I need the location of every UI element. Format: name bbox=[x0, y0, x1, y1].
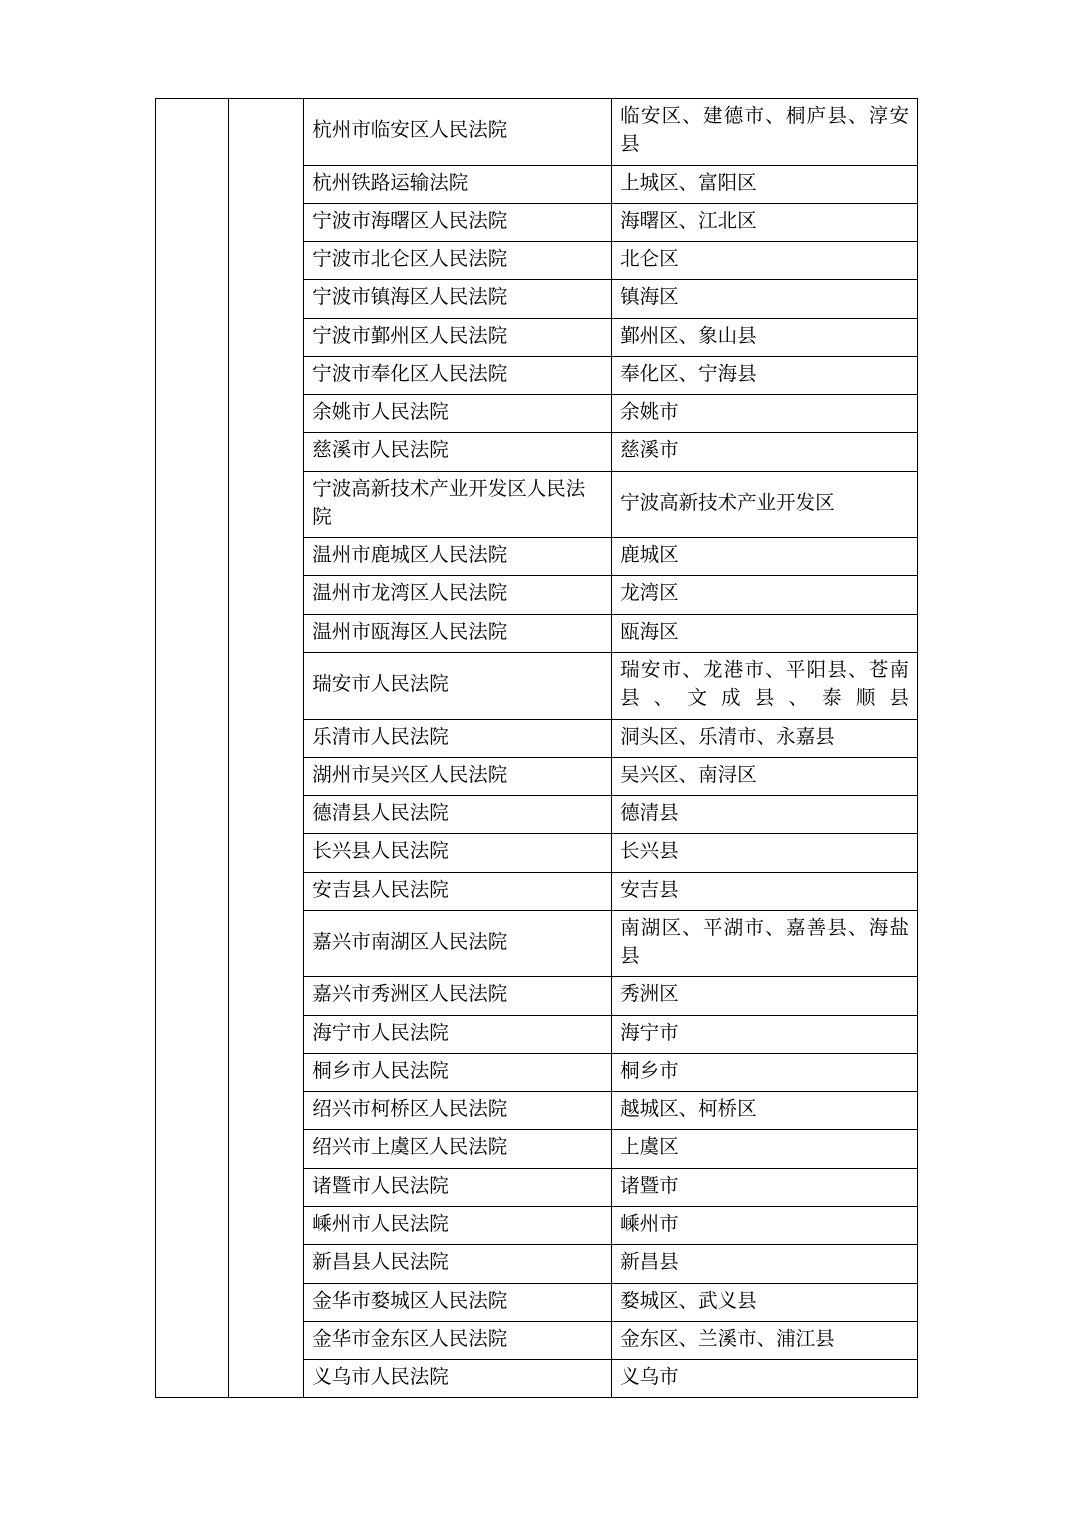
jurisdiction-area-cell: 临安区、建德市、桐庐县、淳安县 bbox=[612, 99, 918, 166]
court-name-cell: 杭州市临安区人民法院 bbox=[304, 99, 612, 166]
category-column-cell bbox=[229, 99, 304, 1398]
jurisdiction-area-cell: 上城区、富阳区 bbox=[612, 165, 918, 203]
jurisdiction-area-cell: 安吉县 bbox=[612, 872, 918, 910]
jurisdiction-area-cell: 鄞州区、象山县 bbox=[612, 318, 918, 356]
court-name-cell: 湖州市吴兴区人民法院 bbox=[304, 757, 612, 795]
court-name-cell: 德清县人民法院 bbox=[304, 796, 612, 834]
court-name-cell: 嵊州市人民法院 bbox=[304, 1206, 612, 1244]
court-name-cell: 金华市婺城区人民法院 bbox=[304, 1283, 612, 1321]
jurisdiction-area-cell: 龙湾区 bbox=[612, 576, 918, 614]
court-name-cell: 桐乡市人民法院 bbox=[304, 1053, 612, 1091]
jurisdiction-area-cell: 婺城区、武义县 bbox=[612, 1283, 918, 1321]
court-name-cell: 瑞安市人民法院 bbox=[304, 652, 612, 719]
court-name-cell: 长兴县人民法院 bbox=[304, 834, 612, 872]
jurisdiction-area-cell: 余姚市 bbox=[612, 395, 918, 433]
court-name-cell: 温州市龙湾区人民法院 bbox=[304, 576, 612, 614]
jurisdiction-area-cell: 上虞区 bbox=[612, 1130, 918, 1168]
court-name-cell: 杭州铁路运输法院 bbox=[304, 165, 612, 203]
jurisdiction-area-cell: 镇海区 bbox=[612, 280, 918, 318]
court-name-cell: 嘉兴市秀洲区人民法院 bbox=[304, 977, 612, 1015]
jurisdiction-area-cell: 瑞安市、龙港市、平阳县、苍南县、文成县、泰顺县 bbox=[612, 652, 918, 719]
jurisdiction-area-cell: 海宁市 bbox=[612, 1015, 918, 1053]
court-name-cell: 嘉兴市南湖区人民法院 bbox=[304, 910, 612, 977]
jurisdiction-area-cell: 南湖区、平湖市、嘉善县、海盐县 bbox=[612, 910, 918, 977]
jurisdiction-area-cell: 慈溪市 bbox=[612, 433, 918, 471]
court-jurisdiction-table bbox=[155, 98, 918, 1398]
jurisdiction-area-cell: 越城区、柯桥区 bbox=[612, 1092, 918, 1130]
court-name-cell: 宁波市镇海区人民法院 bbox=[304, 280, 612, 318]
court-jurisdiction-table-wrapper bbox=[155, 98, 918, 1398]
court-name-cell: 宁波市海曙区人民法院 bbox=[304, 203, 612, 241]
court-name-cell: 余姚市人民法院 bbox=[304, 395, 612, 433]
jurisdiction-area-cell: 新昌县 bbox=[612, 1245, 918, 1283]
index-column-cell bbox=[156, 99, 229, 1398]
table-row bbox=[156, 99, 918, 166]
jurisdiction-area-cell: 海曙区、江北区 bbox=[612, 203, 918, 241]
jurisdiction-area-cell: 桐乡市 bbox=[612, 1053, 918, 1091]
court-name-cell: 宁波市北仑区人民法院 bbox=[304, 242, 612, 280]
jurisdiction-area-cell: 北仑区 bbox=[612, 242, 918, 280]
court-name-cell: 安吉县人民法院 bbox=[304, 872, 612, 910]
table-body bbox=[156, 99, 918, 1398]
jurisdiction-area-cell: 秀洲区 bbox=[612, 977, 918, 1015]
jurisdiction-area-cell: 长兴县 bbox=[612, 834, 918, 872]
court-name-cell: 温州市瓯海区人民法院 bbox=[304, 614, 612, 652]
court-name-cell: 绍兴市上虞区人民法院 bbox=[304, 1130, 612, 1168]
jurisdiction-area-cell: 洞头区、乐清市、永嘉县 bbox=[612, 719, 918, 757]
jurisdiction-area-cell: 义乌市 bbox=[612, 1360, 918, 1398]
court-name-cell: 宁波市鄞州区人民法院 bbox=[304, 318, 612, 356]
court-name-cell: 新昌县人民法院 bbox=[304, 1245, 612, 1283]
jurisdiction-area-cell: 奉化区、宁海县 bbox=[612, 356, 918, 394]
court-name-cell: 义乌市人民法院 bbox=[304, 1360, 612, 1398]
jurisdiction-area-cell: 瓯海区 bbox=[612, 614, 918, 652]
court-name-cell: 诸暨市人民法院 bbox=[304, 1168, 612, 1206]
jurisdiction-area-cell: 宁波高新技术产业开发区 bbox=[612, 471, 918, 538]
jurisdiction-area-cell: 金东区、兰溪市、浦江县 bbox=[612, 1321, 918, 1359]
jurisdiction-area-cell: 诸暨市 bbox=[612, 1168, 918, 1206]
jurisdiction-area-cell: 鹿城区 bbox=[612, 538, 918, 576]
court-name-cell: 宁波市奉化区人民法院 bbox=[304, 356, 612, 394]
court-name-cell: 海宁市人民法院 bbox=[304, 1015, 612, 1053]
court-name-cell: 金华市金东区人民法院 bbox=[304, 1321, 612, 1359]
jurisdiction-area-cell: 吴兴区、南浔区 bbox=[612, 757, 918, 795]
court-name-cell: 乐清市人民法院 bbox=[304, 719, 612, 757]
court-name-cell: 宁波高新技术产业开发区人民法院 bbox=[304, 471, 612, 538]
jurisdiction-area-cell: 嵊州市 bbox=[612, 1206, 918, 1244]
jurisdiction-area-cell: 德清县 bbox=[612, 796, 918, 834]
court-name-cell: 温州市鹿城区人民法院 bbox=[304, 538, 612, 576]
court-name-cell: 绍兴市柯桥区人民法院 bbox=[304, 1092, 612, 1130]
court-name-cell: 慈溪市人民法院 bbox=[304, 433, 612, 471]
